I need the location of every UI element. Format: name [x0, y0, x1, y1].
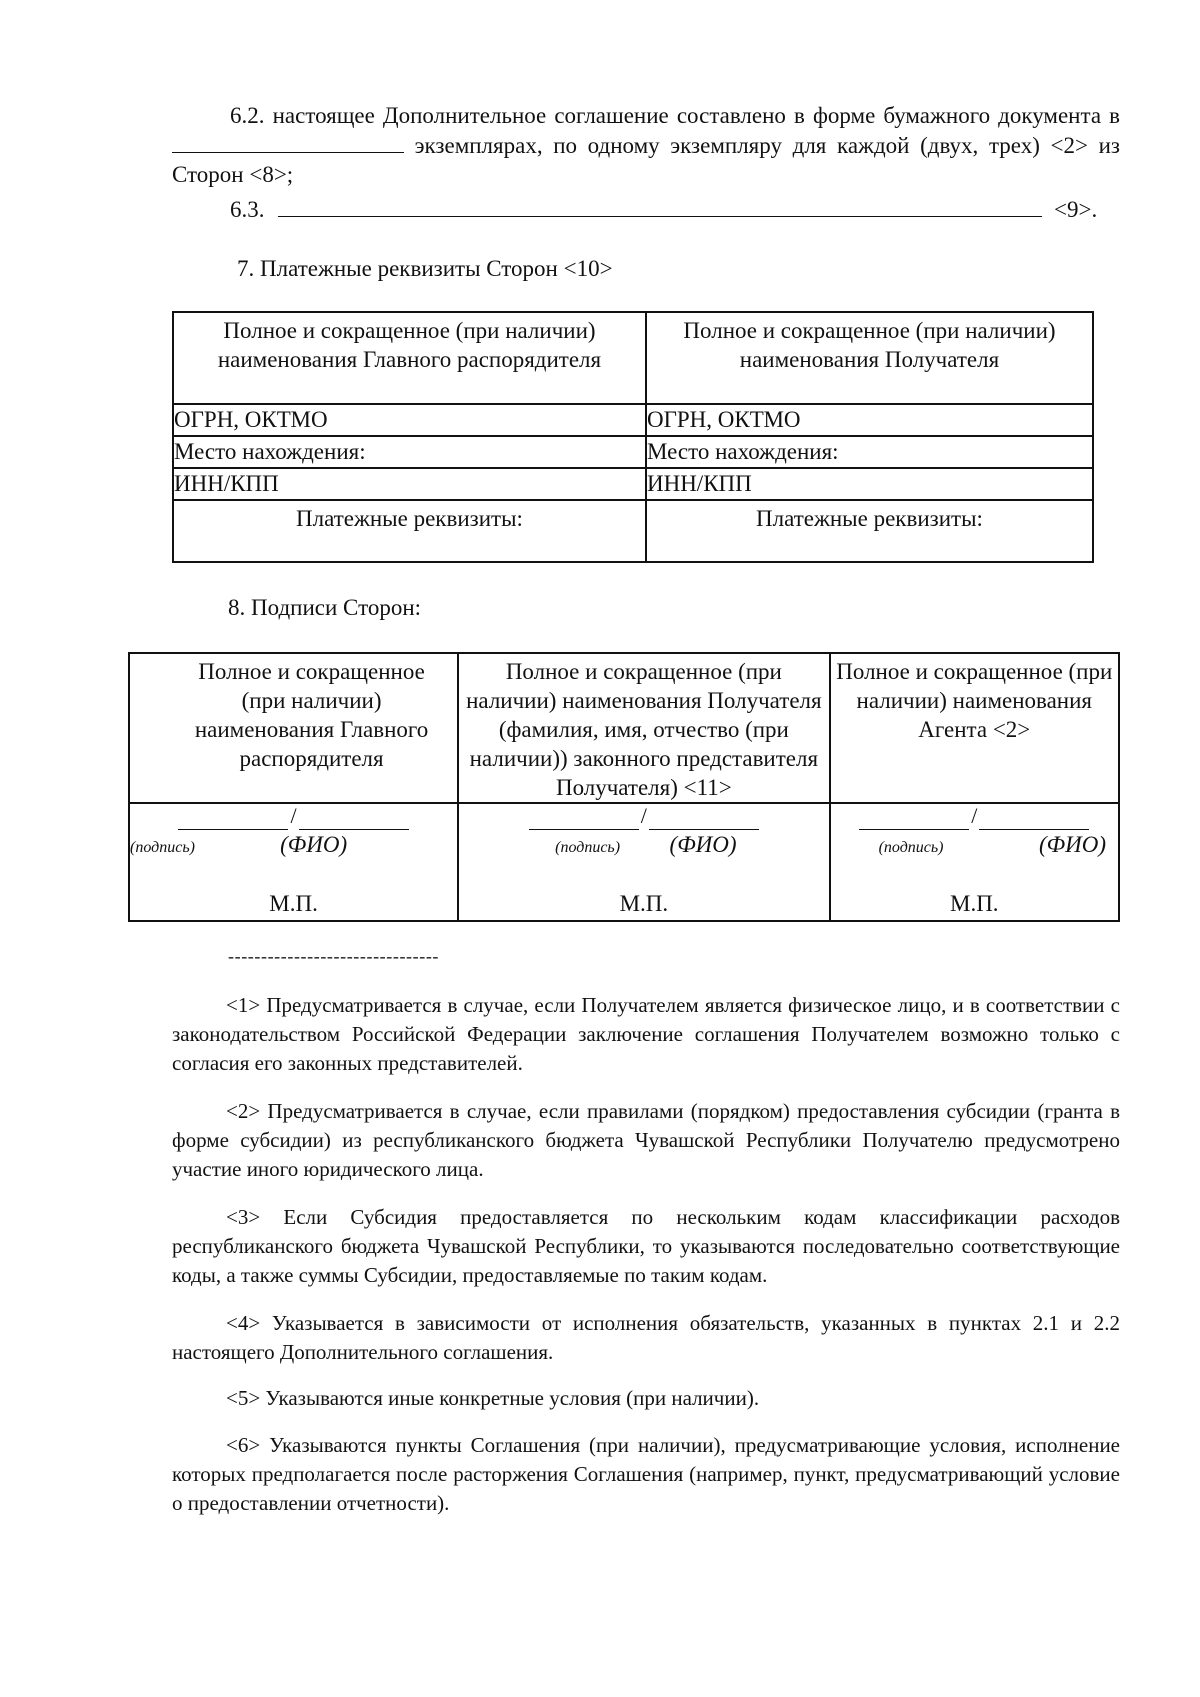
ogrn-oktmo-left: ОГРН, ОКТМО — [173, 404, 646, 436]
table-row — [173, 436, 1093, 468]
table-row — [173, 404, 1093, 436]
clause-6-2-start: 6.2. настоящее Дополнительное соглашение составлено в форме бумажного документа в — [230, 103, 1120, 128]
stamp-label: М.П. — [950, 891, 999, 916]
location-right: Место нахождения: — [646, 436, 1093, 468]
signature-cell-recipient — [458, 803, 829, 921]
main-distributor-name-header: Полное и сокращенное (при наличии) наименования Главного распорядителя — [173, 312, 646, 404]
slash: / — [971, 803, 978, 828]
clause-6-2-after-blank: экземплярах, по одному экземпляру для каждой — [414, 133, 910, 158]
recipient-name-header: Полное и сокращенное (при наличии) наименования Получателя — [646, 312, 1093, 404]
copies-count-blank — [172, 130, 404, 153]
signature-line — [459, 804, 828, 830]
footnote-3: <3> Если Субсидия предоставляется по нескольким кодам классификации расходов республиканского бюджета Чувашской Республики, то указываются последовательно соответствующие коды, а также суммы Субсидии, предоставляемые по таким кодам. — [172, 1205, 1120, 1287]
signature-col3-header: Полное и сокращенное (при наличии) наименования Агента <2> — [830, 653, 1119, 803]
clause-6-3-suffix: <9>. — [1054, 197, 1098, 222]
clause-6-3 — [230, 194, 1120, 224]
footnote-separator: -------------------------------- — [228, 946, 440, 966]
clause-6-3-label: 6.3. — [230, 197, 265, 222]
clause-6-2 — [172, 101, 1120, 189]
signature-label: (подпись) — [878, 839, 944, 856]
footnote-2: <2> Предусматривается в случае, если правилами (порядком) предоставления субсидии (гранта в форме субсидии) из республиканского бюджета Чувашской Республики Получателю предусмотрено участие иного юридического лица. — [172, 1099, 1120, 1181]
footnote-5: <5> Указываются иные конкретные условия (при наличии). — [226, 1386, 760, 1410]
signature-label: (подпись) — [555, 839, 621, 856]
signature-cell-main-distributor — [129, 803, 458, 921]
clause-6-3-blank — [278, 194, 1042, 217]
signature-line — [831, 804, 1118, 830]
signatures-table — [128, 652, 1120, 922]
inn-kpp-right: ИНН/КПП — [646, 468, 1093, 500]
fio-label: (ФИО) — [1038, 832, 1106, 857]
stamp-label: М.П. — [269, 891, 318, 916]
fio-blank — [649, 809, 759, 830]
payment-details-table — [172, 311, 1094, 563]
inn-kpp-left: ИНН/КПП — [173, 468, 646, 500]
table-row — [173, 312, 1093, 404]
stamp-label: М.П. — [619, 891, 669, 916]
fio-blank — [979, 809, 1089, 830]
ogrn-oktmo-right: ОГРН, ОКТМО — [646, 404, 1093, 436]
signature-blank — [529, 809, 639, 830]
section-7-heading: 7. Платежные реквизиты Сторон <10> — [237, 256, 613, 281]
table-row — [173, 468, 1093, 500]
payment-details-right: Платежные реквизиты: — [646, 500, 1093, 562]
signature-labels — [130, 830, 457, 862]
section-8-heading: 8. Подписи Сторон: — [228, 595, 422, 620]
table-row — [129, 653, 1119, 803]
fio-label: (ФИО) — [280, 832, 348, 857]
signature-labels — [831, 830, 1118, 862]
signature-blank — [859, 809, 969, 830]
fio-label: (ФИО) — [669, 832, 737, 857]
slash: / — [640, 803, 647, 828]
footnote-1: <1> Предусматривается в случае, если Получателем является физическое лицо, и в соответствии с законодательством Российской Федерации заключение соглашения Получателем возможно только с согласия его законных представителей. — [172, 993, 1120, 1075]
signature-labels — [459, 830, 828, 862]
footnote-4: <4> Указывается в зависимости от исполнения обязательств, указанных в пунктах 2.1 и 2.2 настоящего Дополнительного соглашения. — [172, 1311, 1120, 1364]
signature-col1-header: Полное и сокращенное (при наличии) наименования Главного распорядителя — [129, 653, 458, 803]
signature-cell-agent — [830, 803, 1119, 921]
clause-6-2-end: (двух, трех) <2> из Сторон <8>; — [172, 133, 1121, 187]
fio-blank — [299, 809, 409, 830]
location-left: Место нахождения: — [173, 436, 646, 468]
slash: / — [290, 803, 297, 828]
signature-label: (подпись) — [130, 839, 195, 856]
footnote-6: <6> Указываются пункты Соглашения (при наличии), предусматривающие условия, исполнение которых предполагается после расторжения Соглашения (например, пункт, предусматривающий условие о предоставлении отчетности). — [172, 1433, 1120, 1515]
table-row — [129, 803, 1119, 921]
table-row — [173, 500, 1093, 562]
signature-col2-header: Полное и сокращенное (при наличии) наименования Получателя (фамилия, имя, отчество (при наличии)) законного представителя Получателя) <11> — [458, 653, 829, 803]
signature-blank — [178, 809, 288, 830]
payment-details-left: Платежные реквизиты: — [173, 500, 646, 562]
signature-line — [130, 804, 457, 830]
